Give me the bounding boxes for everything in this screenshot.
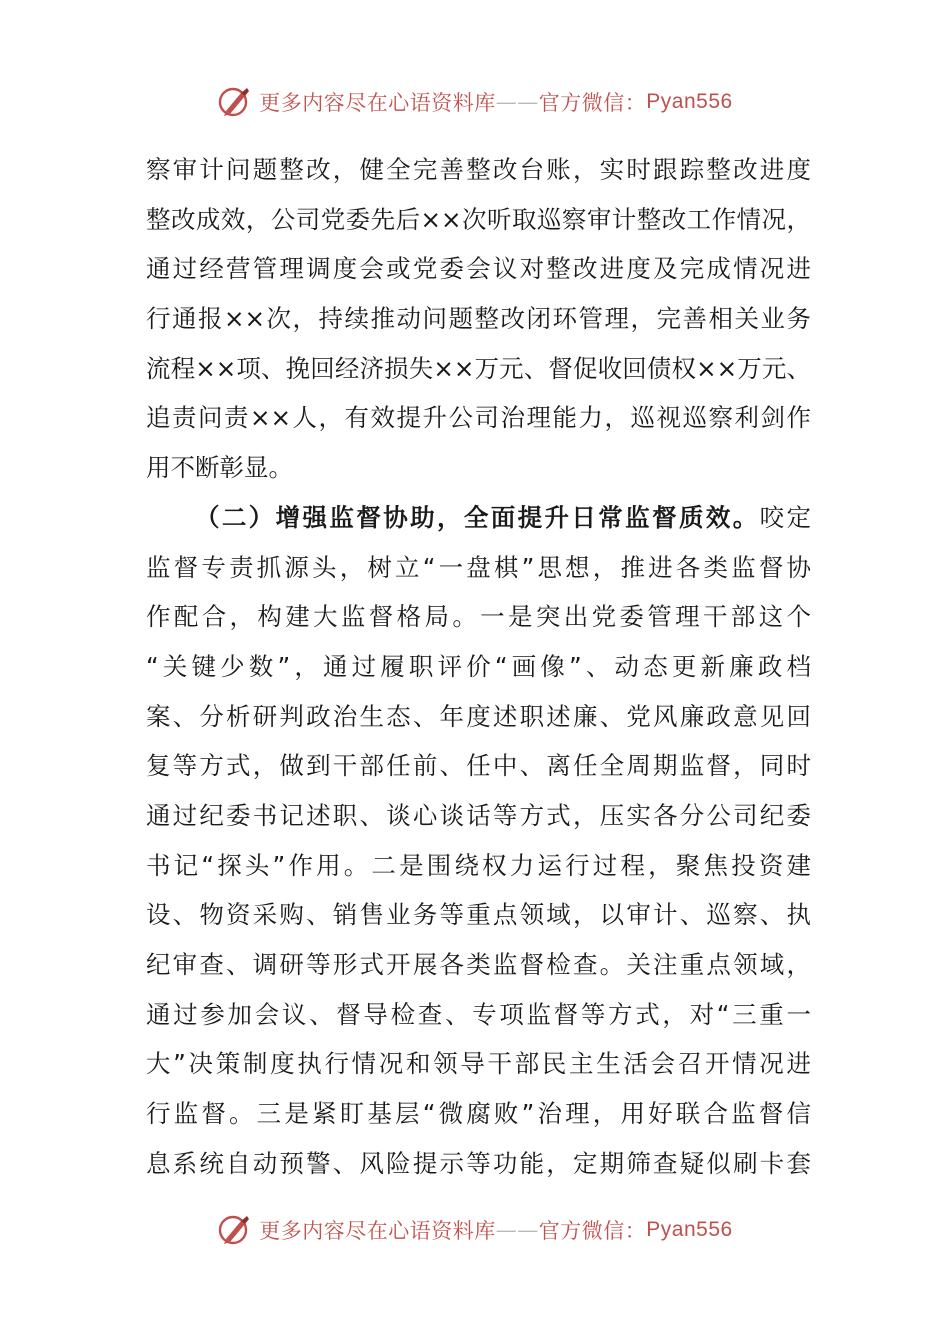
text-line: 通过参加会议、督导检查、专项监督等方式，对“三重一 [146,999,811,1029]
text-line: 复等方式，做到干部任前、任中、离任全周期监督，同时 [146,751,811,781]
text-line: 整改成效，公司党委先后××次听取巡察审计整改工作情况， [146,204,811,234]
text-line: 大”决策制度执行情况和领导干部民主生活会召开情况进 [146,1049,811,1079]
pen-logo-icon [217,1212,253,1248]
document-body [146,145,811,1188]
banner-separator: —— [495,1218,539,1242]
section-heading: （二）增强监督协助，全面提升日常监督质效。 [195,502,760,532]
text-line: 监督专责抓源头，树立“一盘棋”思想，推进各类监督协 [146,552,811,582]
text-line: 书记“探头”作用。二是围绕权力运行过程，聚焦投资建 [146,850,811,880]
section-heading-line [146,493,811,543]
pen-logo-icon [217,84,253,120]
text-line: 追责问责××人，有效提升公司治理能力，巡视巡察利剑作 [146,403,811,433]
text-line: 设、物资采购、销售业务等重点领域，以审计、巡察、执 [146,900,811,930]
text-line: 用不断彰显。 [146,453,293,483]
text-line: “关键少数”，通过履职评价“画像”、动态更新廉政档 [146,651,811,681]
footer-banner [0,1208,950,1252]
text-line: 作配合，构建大监督格局。一是突出党委管理干部这个 [146,602,811,632]
text-line: 通过经营管理调度会或党委会议对整改进度及完成情况进 [146,254,811,284]
text-line: 行通报××次，持续推动问题整改闭环管理，完善相关业务 [146,304,811,334]
banner-wechat-id: Pyan556 [646,90,733,113]
text-line: 察审计问题整改，健全完善整改台账，实时跟踪整改进度 [146,155,811,184]
header-banner [0,80,950,124]
banner-wechat-id: Pyan556 [646,1218,733,1241]
text-line: 行监督。三是紧盯基层“微腐败”治理，用好联合监督信 [146,1099,811,1129]
banner-wechat-label: 官方微信： [538,91,647,115]
banner-separator: —— [495,90,539,114]
text-line: 流程××项、挽回经济损失××万元、督促收回债权××万元、 [146,353,811,383]
section-first-line-rest: 咬定 [759,502,812,532]
banner-text: 更多内容尽在心语资料库 [259,1219,496,1243]
banner-wechat-label: 官方微信： [538,1219,647,1243]
text-line: 通过纪委书记述职、谈心谈话等方式，压实各分公司纪委 [146,800,811,830]
text-line: 息系统自动预警、风险提示等功能，定期筛查疑似刷卡套 [146,1148,811,1178]
text-line: 案、分析研判政治生态、年度述职述廉、党风廉政意见回 [146,701,811,731]
banner-text: 更多内容尽在心语资料库 [259,91,496,115]
text-line: 纪审查、调研等形式开展各类监督检查。关注重点领域， [146,950,811,979]
